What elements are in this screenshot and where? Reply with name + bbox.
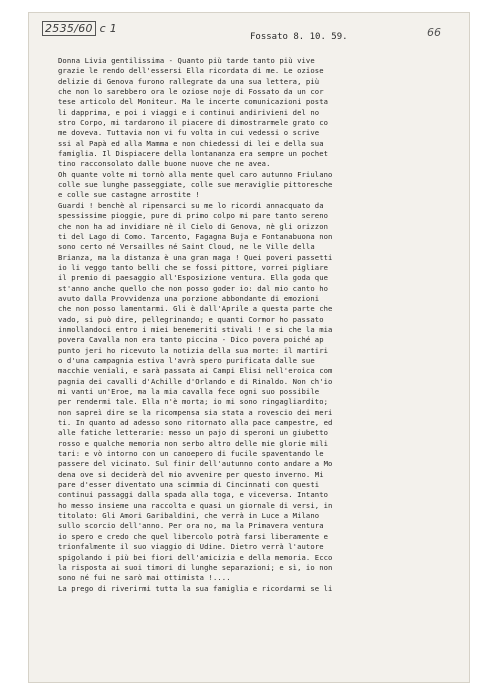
letter-line: spessissime pioggie, pure di primo colpo mi pare tanto sereno: [58, 211, 329, 221]
letter-line: tese articolo del Moniteur. Ma le incerte comunicazioni posta: [58, 97, 329, 107]
letter-line: pare d'esser diventato una scimmia di Cincinnati con questi: [58, 480, 320, 490]
letter-line: stro Corpo, mi tardarono il piacere di dimostrarmele grato co: [58, 118, 329, 128]
letter-line: tino racconsolato dalle buone nuove che ne avea.: [58, 159, 271, 169]
letter-line: che non ha ad invidiare nè il Cielo di Genova, nè gli orizzon: [58, 221, 329, 231]
letter-line: Oh quante volte mi tornò alla mente quel caro autunno Friulano: [58, 169, 333, 179]
letter-line: sono né fui ne sarò mai ottimista !....: [58, 573, 231, 583]
letter-line: povera Cavalla non era tanto piccina - Dico povera poiché ap: [58, 335, 324, 345]
archive-number: [42, 22, 117, 35]
letter-line: per rendermi tale. Ella n'è morta; io mi sono ringagliardito;: [58, 397, 329, 407]
letter-line: li dapprima, e poi i viaggi e i continui andirivieni del no: [58, 107, 320, 117]
letter-line: che non posso lamentarmi. Gli è dall'Aprile a questa parte che: [58, 304, 333, 314]
letter-line: io spero e credo che quel libercolo potrà farsi liberamente e: [58, 531, 329, 541]
letter-line: il premio di paesaggio all'Esposizione ventura. Ella goda que: [58, 273, 329, 283]
letter-line: la risposta ai suoi timori di lunghe separazioni; e sì, io non: [58, 562, 333, 572]
letter-line: famiglia. Il Dispiacere della lontananza era sempre un pochet: [58, 149, 329, 159]
letter-line: mi vanti un'Eroe, ma la mia cavalla fece ogni suo possibile: [58, 387, 320, 396]
letter-line: che non lo sarebbero ora le oziose noje di Fossato da un cor: [58, 87, 324, 97]
letter-line: La prego di riverirmi tutta la sua famiglia e ricordarmi se li: [58, 583, 333, 593]
letter-line: ti. In quanto ad adesso sono ritornato alla pace campestre, ed: [58, 418, 333, 428]
letter-line: colle sue lunghe passeggiate, colle sue meraviglie pittoresche: [58, 180, 333, 190]
letter-line: dena ove si deciderà del mio avvenire per questo inverno. Mi: [58, 469, 324, 479]
letter-line: alle fatiche letterarie: messo un pajo di speroni un giubetto: [58, 428, 329, 438]
folio-number: 66: [427, 26, 441, 39]
letter-line: punto jeri ho ricevuto la notizia della sua morte: il martiri: [58, 345, 329, 355]
letter-line: sono certo né Versailles né Saint Cloud, ne le Ville della: [58, 242, 315, 252]
letter-line: Brianza, ma la distanza è una gran maga ! Quei poveri passetti: [58, 252, 333, 262]
letter-line: o d'una campagnia estiva l'avrà spero purificata dalle sue: [58, 355, 315, 365]
letter-line: spigolando i più bei fiori dell'amicizia e della memoria. Ecco: [58, 552, 333, 562]
letter-body: [58, 56, 468, 594]
archive-code: 2535/60: [42, 21, 96, 36]
letter-line: e colle sue castagne arrostite !: [58, 190, 200, 200]
letter-line: ho messo insieme una raccolta e quasi un giornale di versi, in: [58, 500, 333, 510]
letter-line: sullo scorcio dell'anno. Per ora no, ma la Primavera ventura: [58, 521, 324, 531]
letter-line: vado, si può dire, pellegrinando; e quanti Cormor ho passato: [58, 314, 324, 324]
letter-line: passere del vicinato. Sul finir dell'autunno conto andare a Mo: [58, 459, 333, 469]
letter-line: ti del Lago di Como. Tarcento, Fagagna Buja e Fontanabuona non: [58, 231, 333, 241]
letter-line: titolato: Gli Amori Garibaldini, che verrà in Luce a Milano: [58, 511, 320, 521]
archive-mark: c 1: [99, 22, 118, 35]
letter-line: st'anno anche quello che non posso goder io: dal mio canto ho: [58, 283, 329, 293]
letter-line: delizie di Genova furono rallegrate da una sua lettera, più: [58, 76, 320, 86]
letter-line: continui passaggi dalla spada alla toga, e viceversa. Intanto: [58, 490, 329, 500]
letter-line: inmollandoci entro i miei benemeriti stivali ! e si che la mia: [58, 324, 333, 334]
letter-line: grazie le rendo dell'essersi Ella ricordata di me. Le oziose: [58, 66, 324, 76]
letter-line: rosso e qualche memoria non serbo altro delle mie glorie mili: [58, 438, 329, 448]
letter-line: io li veggo tanto belli che se fossi pittore, vorrei pigliare: [58, 262, 329, 272]
letter-line: pagnia dei cavalli d'Achille d'Orlando e di Rinaldo. Non ch'io: [58, 376, 333, 386]
letter-line: macchie veniali, e sarà passata ai Campi Elisi nell'eroica com: [58, 366, 333, 376]
letter-line: avuto dalla Provvidenza una porzione abbondante di emozioni: [58, 293, 320, 303]
dateline: Fossato 8. 10. 59.: [250, 32, 348, 42]
letter-line: Donna Livia gentilissima - Quanto più tarde tanto più vive: [58, 56, 315, 65]
letter-line: me doveva. Tuttavia non vi fu volta in cui vedessi o scrive: [58, 128, 320, 138]
letter-line: trionfalmente il suo viaggio di Udine. Dietro verrà l'autore: [58, 542, 324, 552]
letter-line: tari: e vò intorno con un canoepero di fucile spaventando le: [58, 449, 324, 459]
letter-line: non sapreì dire se la ricompensa sia stata a rovescio dei meri: [58, 407, 333, 417]
letter-line: Guardi ! benchè al ripensarci su me lo ricordi annacquato da: [58, 200, 324, 210]
letter-line: ssi al Papà ed alla Mamma e non chiedessi di lei e della sua: [58, 138, 324, 148]
